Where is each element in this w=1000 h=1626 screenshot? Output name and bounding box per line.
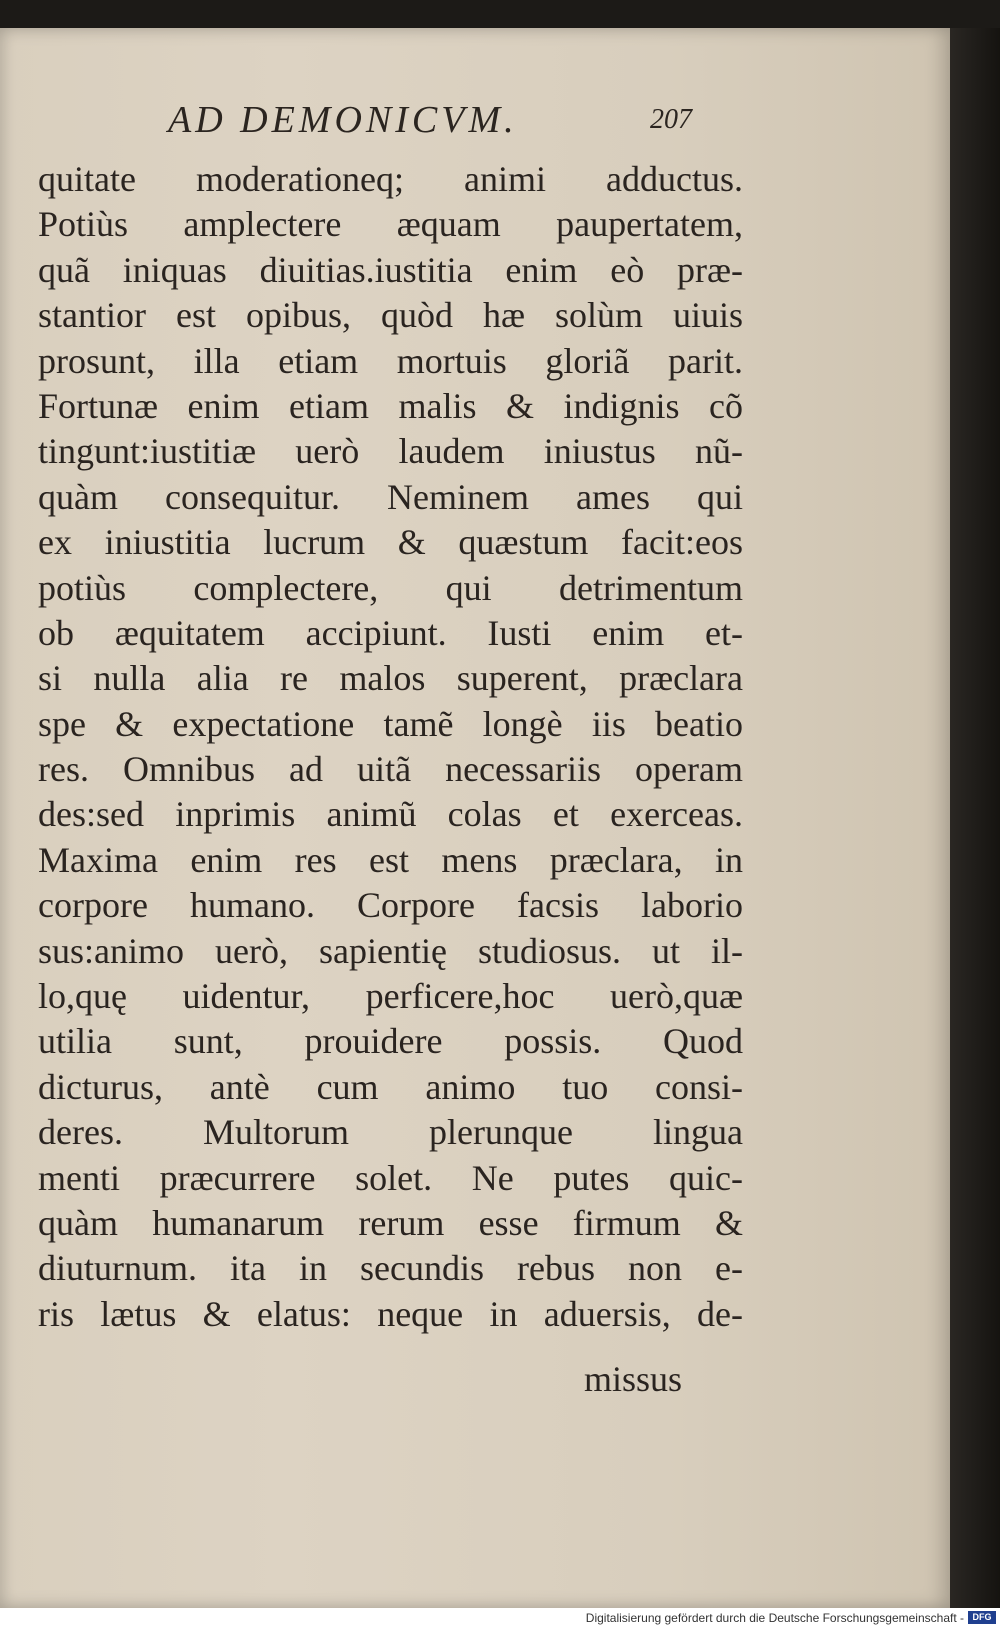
running-title: AD DEMONICVM. (168, 99, 518, 141)
text-line: ex iniustitia lucrum & quæstum facit:eos (38, 522, 743, 563)
text-line: res. Omnibus ad uitã necessariis operam (38, 749, 743, 790)
text-line: quã iniquas diuitias.iustitia enim eò præ- (38, 249, 743, 290)
text-line: ob æquitatem accipiunt. Iusti enim et- (38, 612, 743, 653)
text-line: si nulla alia re malos superent, præclara (38, 658, 743, 699)
funding-credit: Digitalisierung gefördert durch die Deutsche Forschungsgemeinschaft - (585, 1611, 964, 1625)
text-line: dicturus, antè cum animo tuo consi- (38, 1066, 743, 1107)
text-line: stantior est opibus, quòd hæ solùm uiuis (38, 295, 743, 336)
text-line: spe & expectatione tamẽ longè iis beatio (38, 703, 743, 744)
text-line: quàm humanarum rerum esse firmum & (38, 1202, 743, 1243)
text-line: deres. Multorum plerunque lingua (38, 1112, 743, 1153)
digitization-footer (0, 1608, 1000, 1626)
text-line: Fortunæ enim etiam malis & indignis cõ (38, 385, 743, 426)
text-line: potiùs complectere, qui detrimentum (38, 567, 743, 608)
dfg-logo: DFG (968, 1611, 996, 1624)
body-text (38, 157, 743, 1337)
text-line: lo,quę uidentur, perficere,hoc uerò,quæ (38, 976, 743, 1017)
catchword: missus (584, 1359, 683, 1399)
text-line: quitate moderationeq; animi adductus. (38, 159, 743, 199)
text-line: Maxima enim res est mens præclara, in (38, 839, 743, 880)
text-line: menti præcurrere solet. Ne putes quic- (38, 1157, 743, 1198)
text-line: des:sed inprimis animũ colas et exerceas. (38, 794, 743, 835)
page-number: 207 (650, 104, 692, 135)
text-line: utilia sunt, prouidere possis. Quod (38, 1021, 743, 1062)
text-line: sus:animo uerò, sapientię studiosus. ut il- (38, 930, 743, 971)
text-line: tingunt:iustitiæ uerò laudem iniustus nũ- (38, 431, 743, 472)
text-line: ris lætus & elatus: neque in aduersis, de- (38, 1293, 743, 1334)
text-line: quàm consequitur. Neminem ames qui (38, 476, 743, 517)
text-line: prosunt, illa etiam mortuis gloriã parit. (38, 340, 743, 381)
page-edge-shadow (950, 28, 1000, 1608)
text-line: corpore humano. Corpore facsis laborio (38, 885, 743, 926)
text-line: diuturnum. ita in secundis rebus non e- (38, 1248, 743, 1289)
text-line: Potiùs amplectere æquam paupertatem, (38, 204, 743, 245)
